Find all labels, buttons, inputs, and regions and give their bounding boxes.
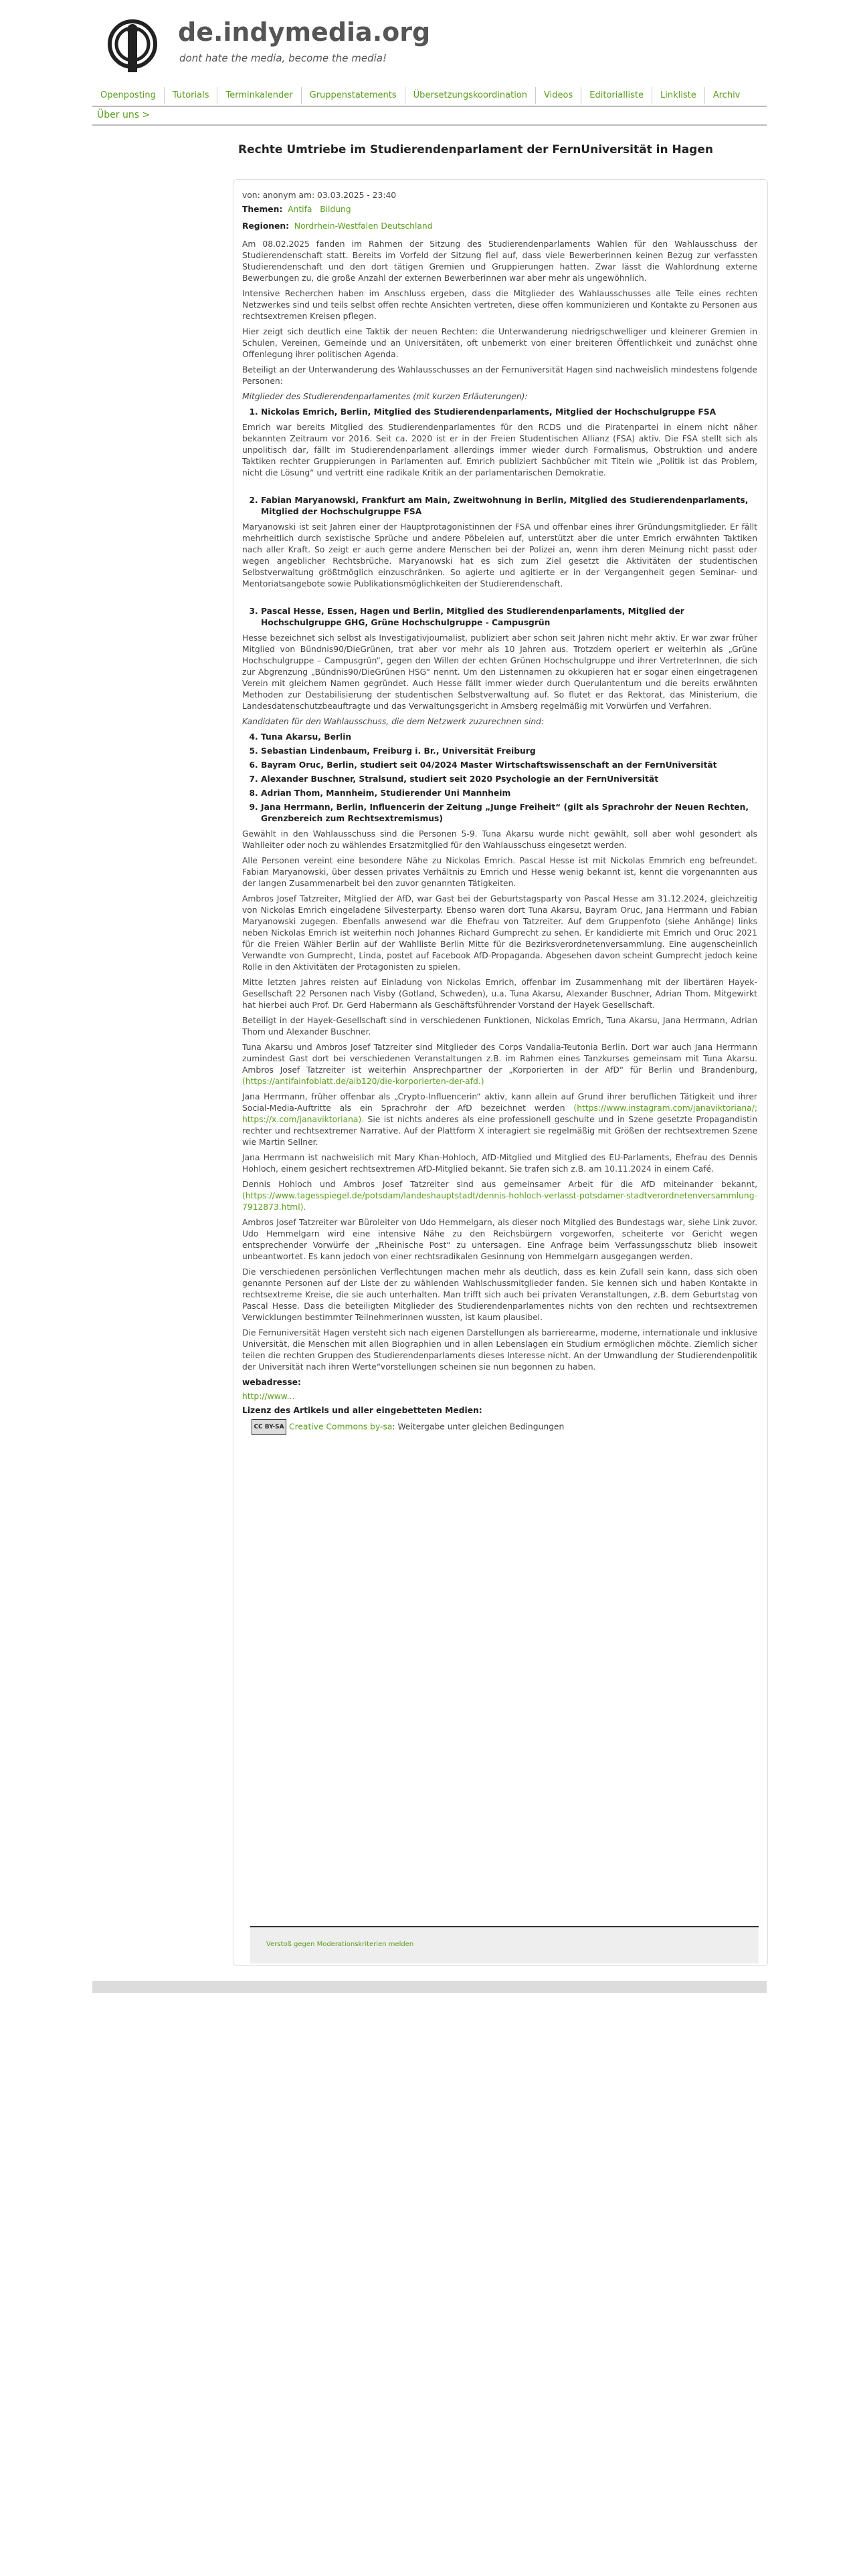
article-regionen: [242, 221, 757, 232]
list-item: 1. Nickolas Emrich, Berlin, Mitglied des Studierendenparlaments, Mitglied der Hochschulgruppe FSA: [261, 407, 757, 418]
paragraph: [242, 1179, 757, 1213]
paragraph: Intensive Recherchen haben im Anschluss ergeben, dass die Mitglieder des Wahlausschusses alle Teile eines rechten Netzwerkes sind und teils selbst offen rechte Ansichten vertreten, diese offen kommunizieren und Kontakte zu Personen aus rechtsextremen Kreisen pflegen.: [242, 289, 757, 321]
nav-terminkalender[interactable]: Terminkalender: [217, 87, 301, 104]
nav-openposting[interactable]: Openposting: [92, 87, 165, 104]
webadresse-label: [242, 1377, 757, 1388]
list-item: 5. Sebastian Lindenbaum, Freiburg i. Br., Universität Freiburg: [261, 746, 757, 757]
link-tagesspiegel[interactable]: (https://www.tagesspiegel.de/potsdam/landeshauptstadt/dennis-hohloch-verlasst-potsdamer-stadtverordnetenversammlung-7912873.html).: [242, 1191, 757, 1212]
paragraph: Maryanowski ist seit Jahren einer der Hauptprotagonistinnen der FSA und offenbar eines ihrer Gründungsmitglieder. Er fällt mehrheitlich durch sexistische Sprüche und andere Pöbeleien auf, unterstützt aber die unter Emrich erwähnten Taktiken nach aller Kraft. So zeigt er auch gerne andere Menschen bei der Polizei an, wenn ihm deren Meinung nicht passt oder wegen angeblicher Rechtsbrüche. Maryanowski hat es sich zum Ziel gesetzt die Aktivitäten der studentischen Selbstverwaltung größtmöglich einzuschränken. So agierte und agitierte er in der Vergangenheit gegen Seminar- und Mentoriatsangebote sowie Publikationsmöglichkeiten der Studierendenschaft.: [242, 522, 757, 588]
article-title: Rechte Umtriebe im Studierendenparlament der FernUniversität in Hagen: [238, 143, 713, 156]
report-link[interactable]: Verstoß gegen Moderationskriterien melden: [266, 1941, 414, 1948]
report-box: [250, 1926, 759, 1963]
list-item: 4. Tuna Akarsu, Berlin: [261, 732, 757, 743]
link-instagram-x[interactable]: (https://www.instagram.com/janaviktoriana/; https://x.com/janaviktoriana).: [242, 1103, 757, 1124]
article-content: [242, 190, 757, 1438]
paragraph: Ambros Josef Tatzreiter war Büroleiter von Udo Hemmelgarn, als dieser noch Mitglied des Bundestags war, siehe Link zuvor. Udo Hemmelgarn wird eine intensive Nähe zu den Reichsbürgern vorgeworfen, scheiterte vor Gericht wegen entsprechender Vorwürfe der „Rheinische Post“ zu untersagen. Eine Anfrage beim Verfassungsschutz blieb insoweit unbeantwortet. Es kann jedoch von einer rechtsradikalen Gesinnung von Hemmelgarn ausgegangen werden.: [242, 1218, 757, 1261]
paragraph: Hier zeigt sich deutlich eine Taktik der neuen Rechten: die Unterwanderung niedrigschwelliger und kleinerer Gremien in Schulen, Vereinen, Gemeinde und an Universitäten, oft unbemerkt von einer breiteren Öffentlichkeit und zunächst ohne Offenlegung ihrer politischen Agenda.: [242, 327, 757, 359]
webadresse-row: [242, 1391, 757, 1402]
indymedia-logo-icon[interactable]: [99, 19, 167, 79]
mitglieder-list-2: [242, 495, 757, 518]
paragraph: Alle Personen vereint eine besondere Nähe zu Nickolas Emrich. Pascal Hesse ist mit Nickolas Emmrich eng befreundet. Fabian Maryanowski, über dessen privates Verhältnis zu Emrich und Hesse wenig bekannt ist, kennt die vorgenannten aus der langen Zusammenarbeit bei den zuvor genannten Tätigkeiten.: [242, 856, 757, 888]
site-name[interactable]: de.indymedia.org: [178, 17, 431, 47]
list-item: 9. Jana Herrmann, Berlin, Influencerin der Zeitung „Junge Freiheit“ (gilt als Sprachrohr der Neuen Rechten, Grenzbereich zum Rechtsextremismus): [261, 802, 757, 825]
paragraph: Beteiligt an der Unterwanderung des Wahlausschusses an der Fernuniversität Hagen sind nachweislich mindestens folgende Personen:: [242, 365, 757, 386]
nav-linkliste[interactable]: Linkliste: [652, 87, 705, 104]
nav-videos[interactable]: Videos: [536, 87, 581, 104]
webadresse-label-text: webadresse:: [242, 1378, 301, 1387]
region-link[interactable]: Nordrhein-Westfalen Deutschland: [294, 221, 433, 231]
kandidaten-heading: Kandidaten für den Wahlausschuss, die dem Netzwerk zuzurechnen sind:: [242, 717, 545, 726]
paragraph: Die Fernuniversität Hagen versteht sich nach eigenen Darstellungen als barrierearme, moderne, internationale und inklusive Universität, die Menschen mit allen Biographien und in allen Lebenslagen ein Studium ermöglichen möchte. Ziemlich sicher teilen die rechten Gruppen des Studierendenparlaments dieses Interesse nicht. An der Umwandlung der Studierendenpolitik der Universität nach ihren Werte“vorstellungen scheinen sie nun begonnen zu haben.: [242, 1328, 757, 1372]
kandidaten-list: [242, 732, 757, 825]
paragraph-text: Tuna Akarsu und Ambros Josef Tatzreiter sind Mitglieder des Corps Vandalia-Teutonia Berlin. Dort war auch Jana Herrmann zumindest Gast dort bei verschiedenen Veranstaltungen z.B. im Rahmen eines Tanzkurses gemeinsam mit Tuna Akarsu. Ambros Josef Tatzreiter ist weiterhin Ansprechpartner der „Korporierten in der AfD“ für Berlin und Brandenburg,: [242, 1043, 757, 1075]
paragraph: Gewählt in den Wahlausschuss sind die Personen 5-9. Tuna Akarsu wurde nicht gewählt, soll aber wohl gesondert als Wahlleiter oder noch zu wählendes Ersatzmitglied für den Wahlausschuss eingesetzt werden.: [242, 829, 757, 850]
paragraph-text: Jana Herrmann, früher offenbar als „Crypto-Influencerin“ aktiv, kann allein auf Grund ihrer beruflichen Tätigkeit und ihrer Social-Media-Auftritte als ein Sprachrohr der AfD bezeichnet werden: [242, 1092, 757, 1113]
paragraph: Die verschiedenen persönlichen Verflechtungen machen mehr als deutlich, dass es kein Zufall sein kann, dass sich oben genannte Personen auf der Liste der zu wählenden Wahlschussmitglieder fanden. Sie kennen sich und haben Kontakte in rechtsextreme Kreise, die sie auch unterhalten. Man trifft sich auch bei privaten Veranstaltungen, z.B. dem Geburtstag von Pascal Hesse. Dass die beteiligten Mitglieder des Studierendenparlamentes nichts von den rechten und rechtsextremen Verwicklungen bestimmter Teilnehmerinnen wussten, ist kaum plausibel.: [242, 1267, 757, 1322]
nav-divider: [92, 124, 767, 126]
nav-uebersetzungskoordination[interactable]: Übersetzungskoordination: [405, 87, 536, 104]
paragraph-text: Dennis Hohloch und Ambros Josef Tatzreiter sind aus gemeinsamer Arbeit für die AfD miteinander bekannt,: [242, 1180, 757, 1189]
paragraph: Hesse bezeichnet sich selbst als Investigativjournalist, publiziert aber schon seit Jahren nicht mehr aktiv. Er war zwar früher Mitglied von Bündnis90/DieGrünen, trat aber vor mehr als 10 Jahren aus. Trotzdem operiert er weiterhin als „Grüne Hochschulgruppe – Campusgrün“, gegen den Willen der echten Grünen Hochschulgruppe und ihrer VertreterInnen, die sich zur Abgrenzung „Bündnis90/DieGrünen HSG“ nennt. Um den Listennamen zu okkupieren hat er sogar einen eingetragenen Verein mit gleichem Namen gegründet. Auch Hesse fällt immer wieder durch Querulantentum und die bereits erwähnten Methoden zur Destabilisierung der studentischen Selbstverwaltung auf. So flutet er das Rektorat, das Ministerium, die Landesdatenschutzbeauftragte und das Verwaltungsgericht in Arnsberg regelmäßig mit Vorwürfen und Verfahren.: [242, 633, 757, 711]
nav-ueber-uns[interactable]: Über uns >: [97, 110, 151, 120]
main-nav: [92, 87, 767, 107]
article-themen: [242, 204, 757, 215]
list-item: 2. Fabian Maryanowski, Frankfurt am Main, Zweitwohnung in Berlin, Mitglied des Studierendenparlaments, Mitglied der Hochschulgruppe FSA: [261, 495, 757, 518]
list-item: 8. Adrian Thom, Mannheim, Studierender Uni Mannheim: [261, 788, 757, 799]
themen-link-antifa[interactable]: Antifa: [288, 205, 312, 214]
cc-link[interactable]: Creative Commons by-sa: [289, 1422, 393, 1432]
list-item: 3. Pascal Hesse, Essen, Hagen und Berlin, Mitglied des Studierendenparlaments, Mitglied der Hochschulgruppe GHG, Grüne Hochschulgruppe - Campusgrün: [261, 606, 757, 629]
paragraph: [242, 1091, 757, 1148]
paragraph: Am 08.02.2025 fanden im Rahmen der Sitzung des Studierendenparlaments Wahlen für den Wahlausschuss der Studierendenschaft statt. Bereits im Vorfeld der Sitzung fiel auf, dass viele Bewerberinnen keinen Bezug zur verfassten Studierendenschaft und den dort tätigen Gremien und Gruppierungen hatten. Zwar lässt die Wahlordnung externe Bewerbungen zu, die große Anzahl der externen Bewerberinnen war aber mehr als ungewöhnlich.: [242, 239, 757, 283]
list-item: 7. Alexander Buschner, Stralsund, studiert seit 2020 Psychologie an der FernUniversität: [261, 774, 757, 785]
nav-editorialliste[interactable]: Editorialliste: [581, 87, 652, 104]
webadresse-link[interactable]: http://www...: [242, 1392, 295, 1401]
paragraph: Mitte letzten Jahres reisten auf Einladung von Nickolas Emrich, offenbar im Zusammenhang mit der libertären Hayek-Gesellschaft 22 Personen nach Visby (Gotland, Schweden), u.a. Tuna Akarsu, Alexander Buschner, Adrian Thom. Mitgewirkt hat hierbei auch Prof. Dr. Gerd Habermann als Geschäftsführender Vorstand der Hayek Gesellschaft.: [242, 978, 757, 1010]
header: [92, 0, 767, 77]
paragraph: Ambros Josef Tatzreiter, Mitglied der AfD, war Gast bei der Geburtstagsparty von Pascal Hesse am 31.12.2024, gleichzeitig von Nickolas Emrich eingeladene Silvesterparty. Ebenso waren dort Tuna Akarsu, Bayram Oruc, Jana Herrmann und Fabian Maryanowski zugegen. Ebenfalls anwesend war die Ehefrau von Tatzreiter. Auf dem Gruppenfoto (siehe Anhänge) links neben Nickolas Emrich ist weiterhin noch Johannes Richard Gumprecht zu sehen. Er kandidierte mit Emrich und Oruc 2021 für die Freien Wähler Berlin auf der Wahlliste Berlin Mitte für die Bezirksverordnetenversammlung. Eine augenscheinlich Verwandte von Gumprecht, Linda, postet auf Facebook AfD-Propaganda. Abgesehen davon scheint Gumprecht jedoch keine Rolle in den Aktivitäten der Protagonisten zu spielen.: [242, 894, 757, 972]
mitglieder-list-3: [242, 606, 757, 629]
article-byline: von: anonym am: 03.03.2025 - 23:40: [242, 191, 397, 200]
lizenz-row: [242, 1419, 757, 1435]
paragraph: Jana Herrmann ist nachweislich mit Mary Khan-Hohloch, AfD-Mitglied und Mitglied des EU-Parlaments, Ehefrau des Dennis Hohloch, einem gesichert rechtsextremen AfD-Mitglied bekannt. Sie trafen sich z.B. am 10.11.2024 in einem Café.: [242, 1153, 757, 1174]
lizenz-label-text: Lizenz des Artikels und aller eingebetteten Medien:: [242, 1406, 482, 1415]
lizenz-label: [242, 1405, 757, 1416]
site-tagline: dont hate the media, become the media!: [179, 52, 387, 64]
cc-by-sa-icon[interactable]: CC BY-SA: [252, 1419, 286, 1435]
footer-bar: [92, 1981, 767, 1993]
paragraph: Emrich war bereits Mitglied des Studierendenparlamentes für den RCDS und die Piratenpartei in einem nicht näher bekannten Zeitraum vor 2016. Seit ca. 2020 ist er in der Freien Studentischen Allianz (FSA) aktiv. Die FSA stellt sich als unpolitisch dar, fällt im Studierendenparlament allerdings immer wieder durch Formalismus, Obstruktion und andere Taktiken rechter Gruppierungen in Parlamenten auf. Emrich publiziert Sachbücher mit Titeln wie „Politik ist das Problem, nicht die Lösung“ und vertritt eine radikale Kritik an der parlamentarischen Demokratie.: [242, 423, 757, 477]
mitglieder-heading: Mitglieder des Studierendenparlamentes (mit kurzen Erläuterungen):: [242, 392, 528, 401]
link-antifainfoblatt[interactable]: (https://antifainfoblatt.de/aib120/die-korporierten-der-afd.): [242, 1077, 484, 1086]
nav-tutorials[interactable]: Tutorials: [165, 87, 218, 104]
regionen-label: Regionen:: [242, 221, 290, 231]
paragraph: [242, 1042, 757, 1087]
mitglieder-list-1: [242, 407, 757, 418]
paragraph: Beteiligt in der Hayek-Gesellschaft sind in verschiedenen Funktionen, Nickolas Emrich, Tuna Akarsu, Jana Herrmann, Adrian Thom und Alexander Buschner.: [242, 1016, 757, 1037]
list-item: 6. Bayram Oruc, Berlin, studiert seit 04/2024 Master Wirtschaftswissenschaft an der FernUniversität: [261, 760, 757, 771]
cc-text: : Weitergabe unter gleichen Bedingungen: [392, 1422, 565, 1432]
paragraph-text: Sie ist nichts anderes als eine professionell geschulte und in Szene gesetzte Propagandistin rechter und rechtsextremer Narrative. Auf der Plattform X interagiert sie regelmäßig mit Größen der rechtsextremen Szene wie Martin Sellner.: [242, 1115, 757, 1147]
nav-gruppenstatements[interactable]: Gruppenstatements: [302, 87, 405, 104]
nav-archiv[interactable]: Archiv: [712, 90, 741, 100]
themen-label: Themen:: [242, 205, 283, 214]
themen-link-bildung[interactable]: Bildung: [320, 205, 351, 214]
